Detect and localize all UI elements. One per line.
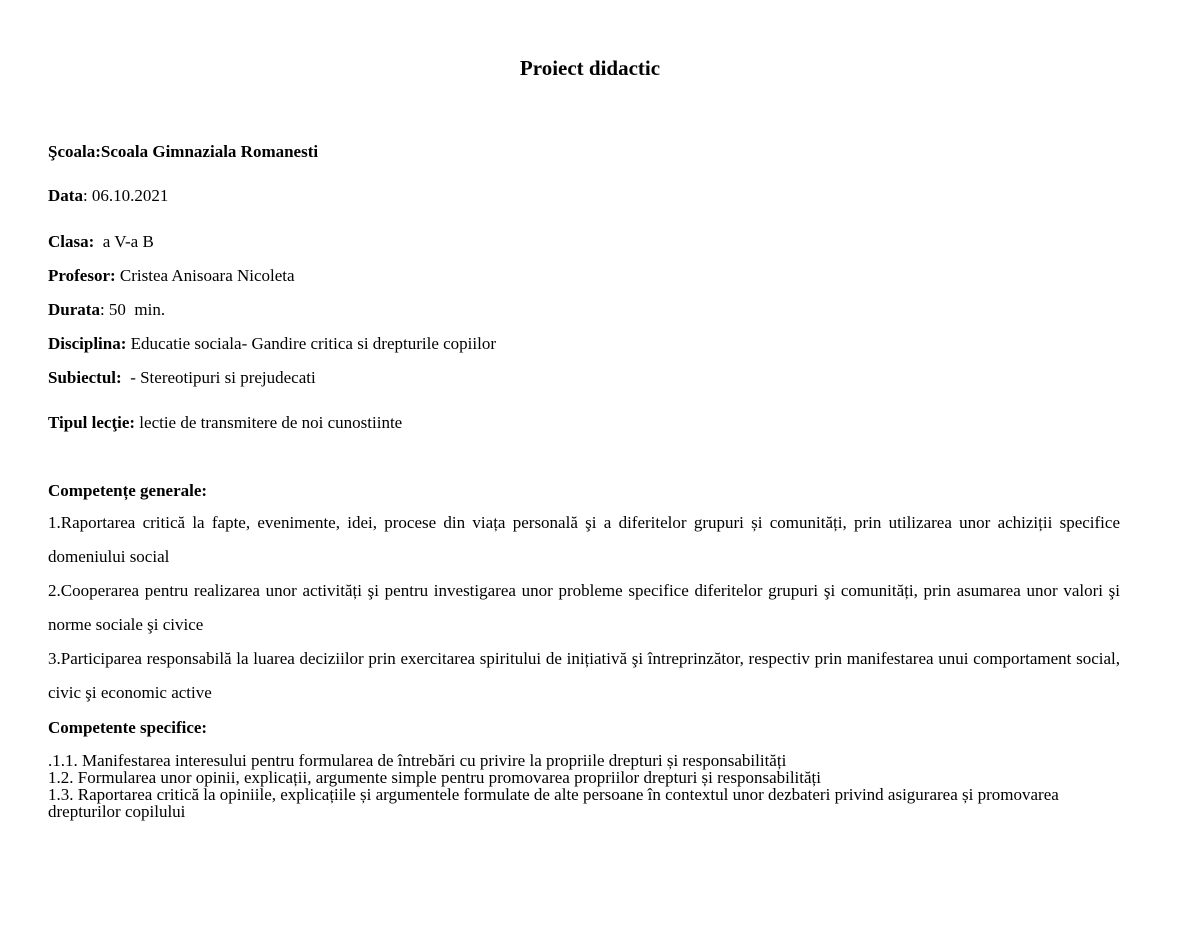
field-profesor-label: Profesor: <box>48 266 116 285</box>
competenta-specifica-1: .1.1. Manifestarea interesului pentru formularea de întrebări cu privire la propriile drepturi și responsabilități <box>48 751 787 770</box>
field-scoala <box>48 142 318 162</box>
field-profesor <box>48 266 295 286</box>
competente-specifice-list <box>48 752 1123 820</box>
field-tipul-lectie-label: Tipul lecţie: <box>48 413 136 432</box>
competenta-generala-3: 3.Participarea responsabilă la luarea deciziilor prin exercitarea spiritului de inițiativă şi întreprinzător, respectiv prin manifestarea unui comportament social, civic şi economic active <box>48 649 1120 702</box>
field-clasa-label: Clasa: <box>48 232 95 251</box>
document-title: Proiect didactic <box>519 56 661 80</box>
field-disciplina-label: Disciplina: <box>48 334 127 353</box>
field-durata <box>48 300 165 320</box>
field-tipul-lectie <box>48 413 402 433</box>
field-subiectul <box>48 368 316 388</box>
competente-generale-heading: Competențe generale: <box>48 481 208 500</box>
field-disciplina <box>48 334 496 354</box>
field-profesor-value: Cristea Anisoara Nicoleta <box>115 266 295 285</box>
field-subiectul-label: Subiectul: <box>48 368 122 387</box>
field-scoala-label: Şcoala: <box>48 142 101 161</box>
field-disciplina-value: Educatie sociala- Gandire critica si drepturile copiilor <box>126 334 496 353</box>
field-tipul-lectie-value: lectie de transmitere de noi cunostiinte <box>135 413 403 432</box>
field-durata-value: : 50 min. <box>99 300 166 319</box>
field-clasa-value: a V-a B <box>94 232 154 251</box>
field-durata-label: Durata <box>48 300 100 319</box>
field-scoala-value: Scoala Gimnaziala Romanesti <box>100 142 319 161</box>
field-data-label: Data <box>48 186 83 205</box>
competenta-specifica-3: 1.3. Raportarea critică la opiniile, explicațiile și argumentele formulate de alte persoane în contextul unor dezbateri privind asigurarea și promovarea drepturilor copilului <box>48 785 1059 821</box>
field-data-value: : 06.10.2021 <box>82 186 169 205</box>
field-subiectul-value: - Stereotipuri si prejudecati <box>121 368 316 387</box>
competente-specifice-heading: Competente specifice: <box>48 718 208 737</box>
field-data <box>48 186 168 206</box>
competenta-generala-1: 1.Raportarea critică la fapte, evenimente, idei, procese din viața personală şi a diferitelor grupuri și comunități, prin utilizarea unor achiziții specifice domeniului social <box>48 513 1120 566</box>
field-clasa <box>48 232 154 252</box>
competenta-specifica-2: 1.2. Formularea unor opinii, explicații, argumente simple pentru promovarea propriilor drepturi și responsabilități <box>48 768 821 787</box>
competenta-generala-2: 2.Cooperarea pentru realizarea unor activități şi pentru investigarea unor probleme specifice diferitelor grupuri şi comunități, prin asumarea unor valori şi norme sociale şi civice <box>48 581 1120 634</box>
